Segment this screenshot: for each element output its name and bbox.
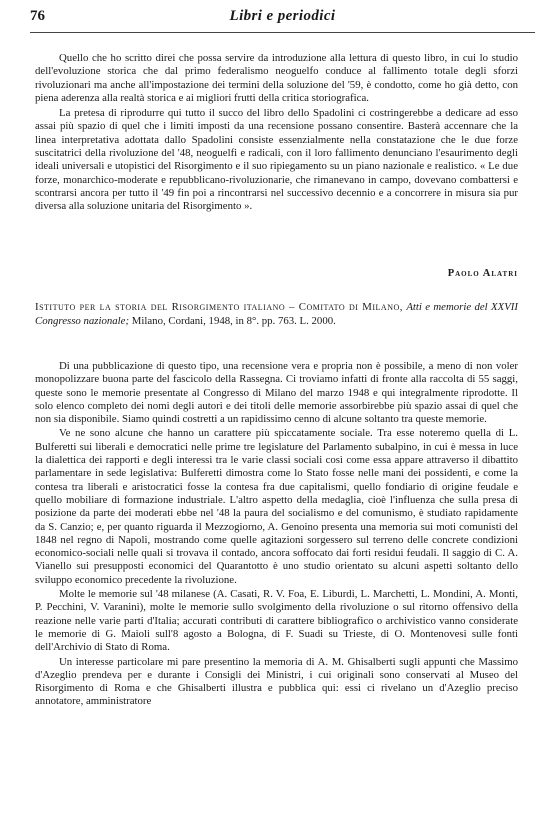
author-signature: Paolo Alatri: [447, 268, 518, 279]
paragraph: Quello che ho scritto direi che possa servire da introduzione alla lettura di questo libro, in cui lo studio dell'evoluzione storica che dal primo federalismo neoguelfo conduce al fallimento totale degli sforzi rivoluzionari ma anche all'impostazione dei termini della soluzione del '59, è condotto, come ho già detto, con piena aderenza alla realtà storica e ai migliori frutti della critica storiografica.: [35, 52, 518, 104]
paragraph: Ve ne sono alcune che hanno un carattere più spiccatamente sociale. Tra esse noteremo quella di L. Bulferetti sui liberali e democratici nelle prime tre legislature del Parlamento subalpino, in cui è messa in luce la dialettica dei rapporti e degli interessi tra le varie classi sociali così come essa appare attraverso il dibattito parlamentare in sede legislativa: Bulferetti dimostra come lo Stato fosse nelle mani dei possidenti, e come la contesa tra liberali e aristocratici fosse la contesa fra due capitalismi, quello fondiario di origine feudale e quello mobiliare di formazione industriale. L'altro aspetto della medaglia, cioè l'influenza che sulla presa di posizione da parte dei moderati ebbe nel '48 la paura del socialismo e del comunismo, è studiato rapidamente da S. Canzio; e, per quanto riguarda il Mezzogiorno, A. Genoino presenta una memoria sui moti comunisti del 1848 nel regno di Napoli, mostrando come quelle agitazioni sorgessero sul terreno delle concrete condizioni economico-sociali nelle quali si trovava il contado, ancora soffocato dai forti residui feudali. Il saggio di C. A. Vianello sui presupposti economici del Quarantotto è uno studio orientato su alcuni aspetti soltanto dello sviluppo economico precedente la rivoluzione.: [35, 427, 518, 586]
paragraph: La pretesa di riprodurre qui tutto il succo del libro dello Spadolini ci costringerebbe a dedicare ad esso assai più spazio di quel che i limiti imposti da una recensione possano consentire. Basterà accennare che la linea interpretativa adottata dallo Spadolini consiste essenzialmente nella constatazione che le due forze suscitatrici della rivoluzione del '48, neoguelfi e radicali, con il loro fallimento denunciano l'esaurimento degli ideali universali e utopistici del Risorgimento e il suo ripiegamento su un piano nazionale e realistico. « Le due forze, monarchico-moderate e repubblicano-rivoluzionarie, che rimanevano in campo, dovevano combattersi e scontrarsi ancora per tutto il '49 fin poi a rincontrarsi nel successivo decennio e a concorrere in misura sia pur diversa alla soluzione unitaria del Risorgimento ».: [35, 107, 518, 213]
running-head: [30, 6, 535, 30]
paragraph: Molte le memorie sul '48 milanese (A. Casati, R. V. Foa, E. Liburdi, L. Marchetti, L. Mondini, A. Monti, P. Pecchini, V. Varanini), molte le memorie sullo svolgimento della rivoluzione o sul ritorno offensivo della reazione nelle varie parti d'Italia; accurati contributi di carattere bibliografico o archivistico vanno considerate le memorie di G. Maioli sull'8 agosto a Bologna, di F. Suadi su Trieste, di O. Montenovesi sulle fonti dell'Archivio di Stato di Roma.: [35, 588, 518, 654]
paragraph: Un interesse particolare mi pare presentino la memoria di A. M. Ghisalberti sugli appunti che Massimo d'Azeglio prendeva per e durante i Consigli dei Ministri, i cui originali sono conservati al Museo del Risorgimento di Roma e che Ghisalberti illustra e pubblica qui: essi ci rivelano un d'Azeglio preciso annotatore, amministratore: [35, 655, 518, 708]
bib-title: Atti e memorie del XXVII Congresso nazionale;: [35, 301, 518, 327]
bibliographic-entry: [35, 300, 518, 328]
review-one-body: [35, 52, 518, 214]
running-title: Libri e periodici: [229, 8, 336, 24]
page-number: 76: [30, 8, 45, 24]
review-two-body: [35, 360, 518, 709]
paragraph: Di una pubblicazione di questo tipo, una recensione vera e propria non è possibile, a meno di non voler monopolizzare buona parte del fascicolo della Rassegna. Ci troviamo infatti di fronte alla raccolta di 55 saggi, queste sono le memorie presentate al Congresso di Milano del marzo 1948 e qui integralmente riprodotte. Il solo elenco completo dei nomi degli autori e dei titoli delle memorie assorbirebbe più spazio assai di quel che non sia disponibile. Siamo quindi costretti a un rapidissimo cenno di alcune soltanto tra queste memorie.: [35, 360, 518, 426]
header-rule: [30, 32, 535, 33]
bib-publication: Milano, Cordani, 1948, in 8°. pp. 763. L. 2000.: [131, 315, 336, 327]
bib-institution: Istituto per la storia del Risorgimento italiano – Comitato di Milano,: [35, 301, 403, 313]
